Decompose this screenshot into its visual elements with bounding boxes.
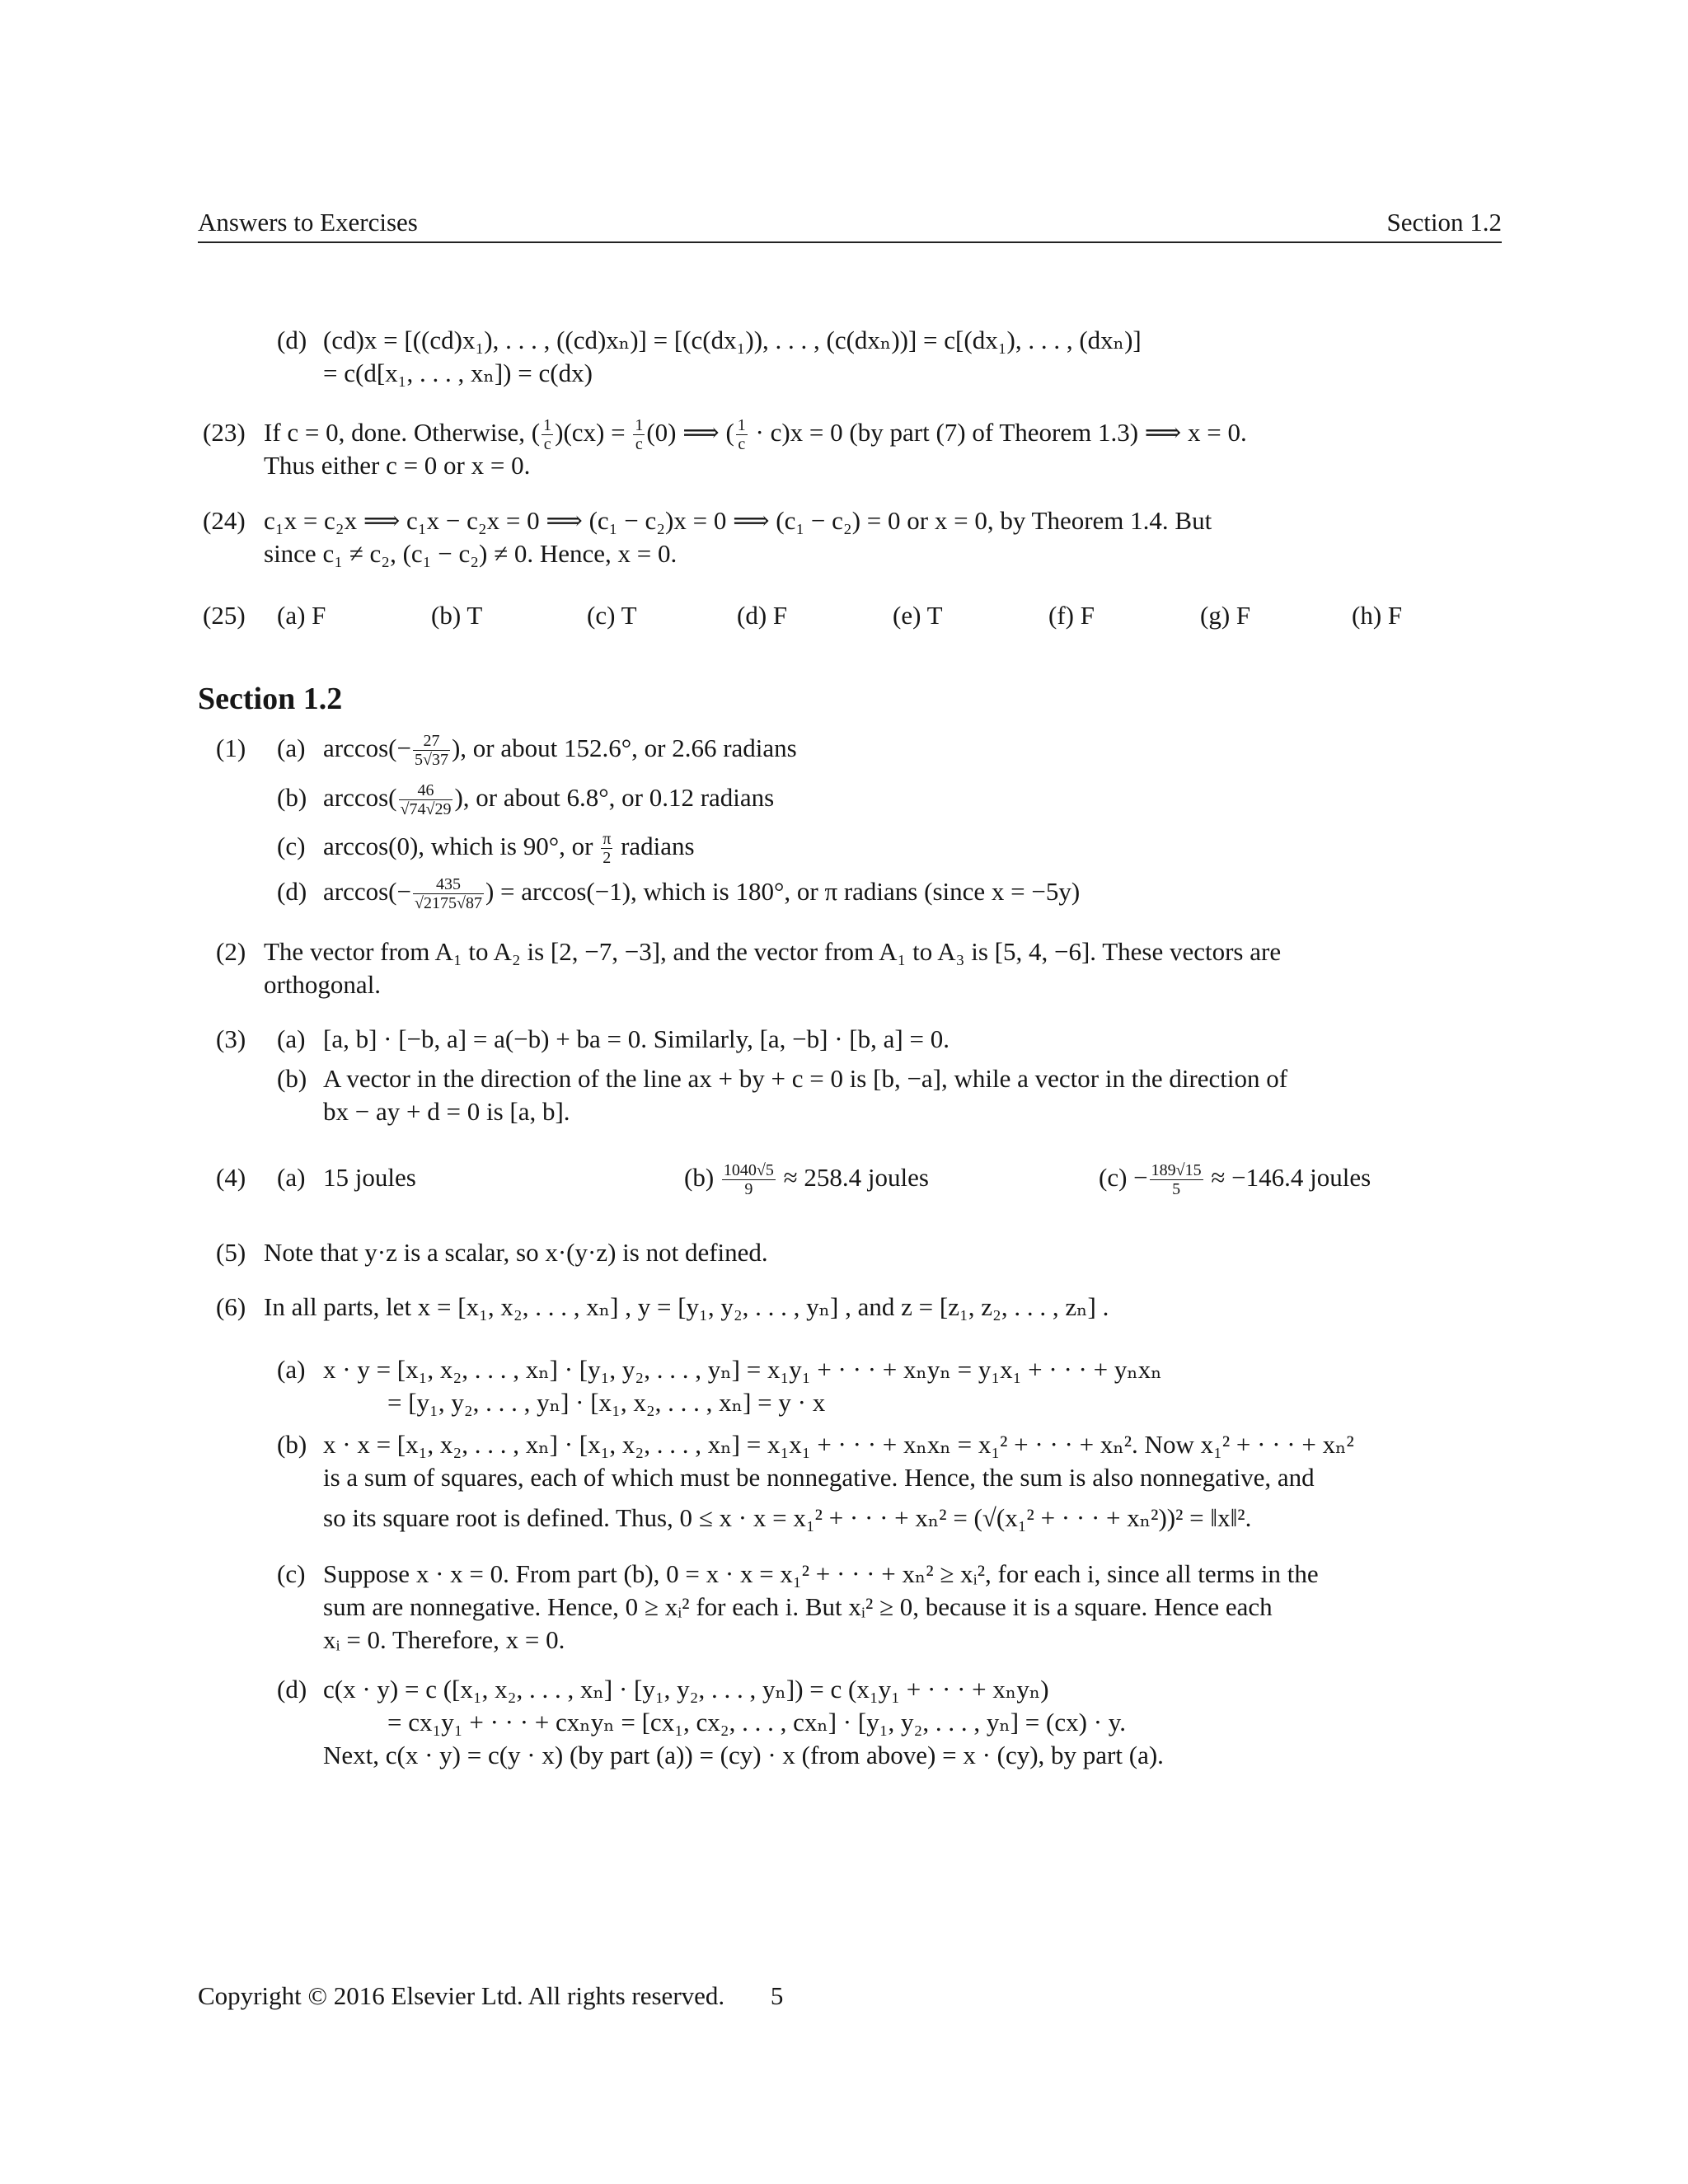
exercise-6c-line1: Suppose x · x = 0. From part (b), 0 = x · x = x₁² + · · · + xₙ² ≥ xᵢ², for each i, since all terms in the <box>323 1559 1319 1588</box>
fraction: $\frac{1}{c}$ <box>737 416 746 454</box>
running-header-left: Answers to Exercises <box>198 208 418 237</box>
exercise-6-number: (6) <box>216 1292 246 1321</box>
exercise-6-intro: In all parts, let x = [x₁, x₂, . . . , xₙ] , y = [y₁, y₂, . . . , yₙ] , and z = [z₁, z₂, . . . , zₙ] . <box>264 1292 1109 1321</box>
exercise-4c: (c) − $\frac{189√15}{5}$ ≈ −146.4 joules <box>1099 1161 1372 1199</box>
exercise-3a-label: (a) <box>277 1024 306 1053</box>
exercise-25-answer-f: (f) F <box>1048 601 1095 630</box>
header-rule <box>198 241 1502 243</box>
exercise-6c-line3: xᵢ = 0. Therefore, x = 0. <box>323 1625 565 1654</box>
exercise-6a-label: (a) <box>277 1355 306 1384</box>
exercise-1d-text: arccos(− $\frac{435}{√2175√87}$ ) = arccos(−1), which is 180°, or π radians (since x = −5y) <box>323 875 1081 913</box>
exercise-6b-line1: x · x = [x₁, x₂, . . . , xₙ] · [x₁, x₂, . . . , xₙ] = x₁x₁ + · · · + xₙxₙ = x₁² + · · · + xₙ². Now x₁² + · · · + xₙ² <box>323 1430 1354 1459</box>
exercise-24-number: (24) <box>203 506 246 535</box>
exercise-23-line1: If c = 0, done. Otherwise, ( $\frac{1}{c}$ )(cx) = $\frac{1}{c}$ (0) ⟹ ( $\frac{1}{c}$ · c)x = 0 (by part (7) of Theorem 1.3) ⟹ x = 0. <box>264 416 1247 454</box>
prev-item-d-line2: = c(d[x₁, . . . , xₙ]) = c(dx) <box>323 359 593 387</box>
exercise-3b-line2: bx − ay + d = 0 is [a, b]. <box>323 1097 570 1126</box>
fraction: $\frac{46}{√74√29}$ <box>400 781 452 819</box>
fraction: $\frac{\pi}{2}$ <box>603 830 612 868</box>
exercise-25-answer-b: (b) T <box>431 601 483 630</box>
exercise-6d-line1: c(x · y) = c ([x₁, x₂, . . . , xₙ] · [y₁, y₂, . . . , yₙ]) = c (x₁y₁ + · · · + xₙyₙ) <box>323 1675 1049 1704</box>
exercise-25-answer-e: (e) T <box>893 601 943 630</box>
running-header-right: Section 1.2 <box>1386 208 1502 237</box>
exercise-4a-text: 15 joules <box>323 1163 416 1192</box>
exercise-1-number: (1) <box>216 733 246 762</box>
exercise-1d-label: (d) <box>277 877 307 906</box>
exercise-25-answer-g: (g) F <box>1200 601 1251 630</box>
footer <box>198 1980 783 2013</box>
page-number: 5 <box>770 1981 784 2010</box>
exercise-25-answer-c: (c) T <box>587 601 637 630</box>
exercise-4-number: (4) <box>216 1163 246 1192</box>
exercise-3-number: (3) <box>216 1024 246 1053</box>
prev-item-d-label: (d) <box>277 326 307 354</box>
exercise-5-number: (5) <box>216 1238 246 1267</box>
exercise-2-number: (2) <box>216 937 246 966</box>
fraction: $\frac{1}{c}$ <box>543 416 552 454</box>
exercise-2-line2: orthogonal. <box>264 970 382 999</box>
exercise-6d-line3: Next, c(x · y) = c(y · x) (by part (a)) = (cy) · x (from above) = x · (cy), by part (a). <box>323 1741 1164 1769</box>
exercise-1a-text: arccos(− $\frac{27}{5√37}$ ), or about 152.6°, or 2.66 radians <box>323 732 797 770</box>
exercise-3b-line1: A vector in the direction of the line ax + by + c = 0 is [b, −a], while a vector in the direction of <box>323 1064 1288 1093</box>
fraction: $\frac{27}{5√37}$ <box>414 732 448 770</box>
exercise-6b-line3: so its square root is defined. Thus, 0 ≤ x · x = x₁² + · · · + xₙ² = (√(x₁² + · · · + xₙ²))² = ‖x‖². <box>323 1503 1252 1532</box>
section-title: Section 1.2 <box>198 682 343 716</box>
fraction: $\frac{435}{√2175√87}$ <box>414 875 482 913</box>
fraction: $\frac{1040√5}{9}$ <box>723 1161 774 1199</box>
exercise-6c-label: (c) <box>277 1559 306 1588</box>
exercise-25-number: (25) <box>203 601 246 630</box>
exercise-5-text: Note that y·z is a scalar, so x·(y·z) is not defined. <box>264 1238 768 1267</box>
exercise-3b-label: (b) <box>277 1064 307 1093</box>
exercise-25-answer-d: (d) F <box>737 601 788 630</box>
exercise-1c-label: (c) <box>277 832 306 860</box>
exercise-1b-label: (b) <box>277 783 307 812</box>
exercise-23-number: (23) <box>203 418 246 447</box>
exercise-1c-text: arccos(0), which is 90°, or $\frac{\pi}{2}$ radians <box>323 830 695 868</box>
fraction: $\frac{189√15}{5}$ <box>1151 1161 1202 1199</box>
fraction: $\frac{1}{c}$ <box>635 416 644 454</box>
exercise-2-line1: The vector from A₁ to A₂ is [2, −7, −3], and the vector from A₁ to A₃ is [5, 4, −6]. These vectors are <box>264 937 1282 966</box>
exercise-1b-text: arccos( $\frac{46}{√74√29}$ ), or about 6.8°, or 0.12 radians <box>323 781 775 819</box>
exercise-6a-line2: = [y₁, y₂, . . . , yₙ] · [x₁, x₂, . . . , xₙ] = y · x <box>387 1388 826 1417</box>
exercise-23-line2: Thus either c = 0 or x = 0. <box>264 451 531 480</box>
exercise-24-line2: since c₁ ≠ c₂, (c₁ − c₂) ≠ 0. Hence, x = 0. <box>264 539 678 568</box>
exercise-4a-label: (a) <box>277 1163 306 1192</box>
exercise-4b: (b) $\frac{1040√5}{9}$ ≈ 258.4 joules <box>684 1161 929 1199</box>
exercise-25-answer-a: (a) F <box>277 601 326 630</box>
exercise-6c-line2: sum are nonnegative. Hence, 0 ≥ xᵢ² for each i. But xᵢ² ≥ 0, because it is a square. Hence each <box>323 1592 1273 1621</box>
exercise-1a-label: (a) <box>277 733 306 762</box>
exercise-3a-text: [a, b] · [−b, a] = a(−b) + ba = 0. Similarly, [a, −b] · [b, a] = 0. <box>323 1024 950 1053</box>
exercise-24-line1: c₁x = c₂x ⟹ c₁x − c₂x = 0 ⟹ (c₁ − c₂)x = 0 ⟹ (c₁ − c₂) = 0 or x = 0, by Theorem 1.4. But <box>264 506 1212 535</box>
exercise-6d-label: (d) <box>277 1675 307 1704</box>
exercise-25-answer-h: (h) F <box>1352 601 1403 630</box>
exercise-6b-line2: is a sum of squares, each of which must be nonnegative. Hence, the sum is also nonnegative, and <box>323 1463 1315 1492</box>
exercise-6d-line2: = cx₁y₁ + · · · + cxₙyₙ = [cx₁, cx₂, . . . , cxₙ] · [y₁, y₂, . . . , yₙ] = (cx) · y. <box>387 1708 1127 1736</box>
prev-item-d-line1: (cd)x = [((cd)x₁), . . . , ((cd)xₙ)] = [(c(dx₁)), . . . , (c(dxₙ))] = c[(dx₁), . . . , (dxₙ)] <box>323 326 1142 354</box>
exercise-6a-line1: x · y = [x₁, x₂, . . . , xₙ] · [y₁, y₂, . . . , yₙ] = x₁y₁ + · · · + xₙyₙ = y₁x₁ + · · · + yₙxₙ <box>323 1355 1162 1384</box>
exercise-6b-label: (b) <box>277 1430 307 1459</box>
copyright-text: Copyright © 2016 Elsevier Ltd. All rights reserved. <box>198 1981 725 2010</box>
